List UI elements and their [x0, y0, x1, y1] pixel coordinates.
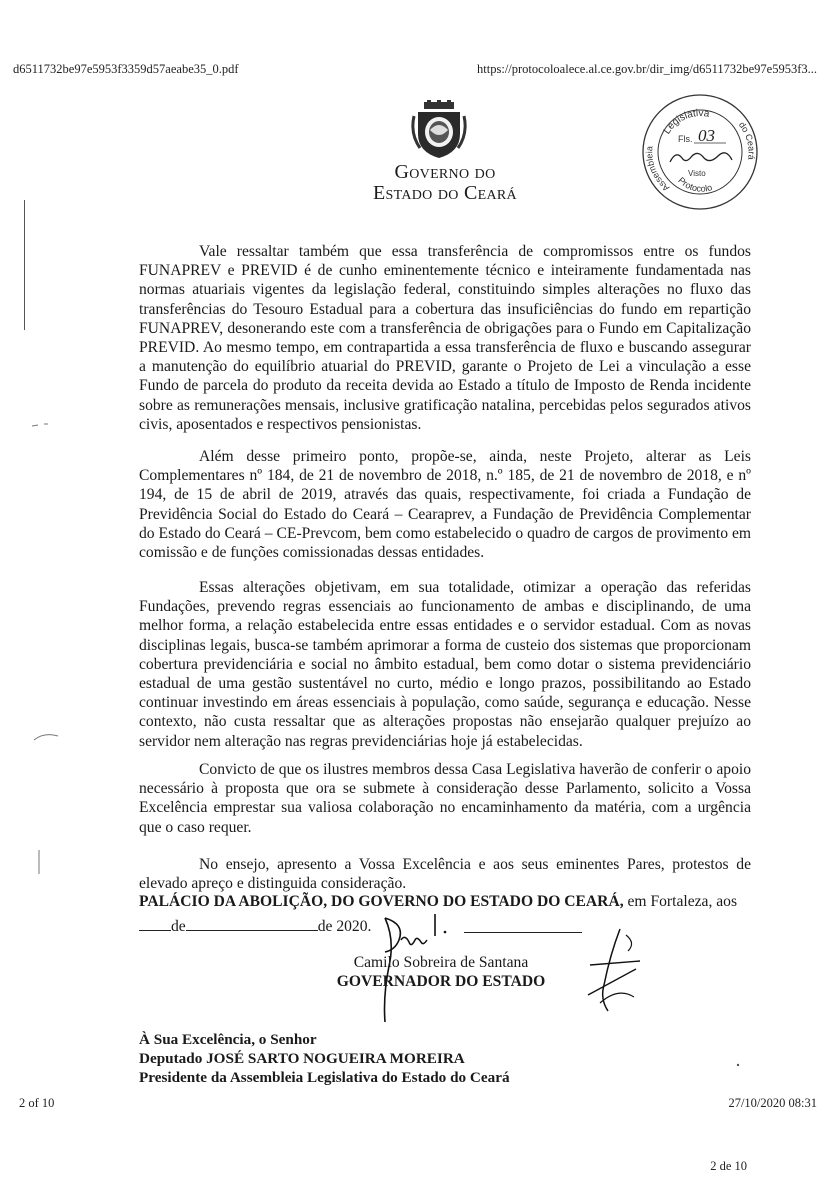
signer-name: Camilo Sobreira de Santana	[353, 954, 529, 971]
date-line	[139, 916, 371, 936]
paragraph-1: Vale ressaltar também que essa transferência de compromissos entre os fundos FUNAPREV e PREVID é de cunho eminentemente técnico e inteiramente fundamentada nas normas atuariais vigentes da legislação federal, constituindo simples alterações no fluxo das transferências do Tesouro Estadual para a cobertura das insuficiências do fundo em repartição FUNAPREV, desonerando este com a transferência de obrigações para o Fundo em Capitalização PREVID. Ao mesmo tempo, em contrapartida a essa transferência de fluxo e buscando assegurar a manutenção do equilíbrio atuarial do PREVID, garante o Projeto de Lei a vinculação a esse Fundo de parcela do produto da receita devida ao Estado a título de Imposto de Renda incidente sobre as remunerações mensais, inclusive gratificação natalina, percebidas pelos segurados ativos civis, aposentados e respectivos pensionistas.	[139, 243, 751, 433]
paragraph-3: Essas alterações objetivam, em sua totalidade, otimizar a operação das referidas Fundações, prevendo regras essenciais ao funcionamento de ambas e disciplinando, de uma melhor forma, a relação estabelecida entre essas entidades e o servidor estadual. Com as novas disciplinas legais, busca-se também aprimorar a forma de custeio dos sistemas que proporcionam cobertura previdenciária e social no âmbito estadual, bem como dotar o sistema previdenciário estadual de uma gestão sustentável no curto, médio e longo prazos, possibilitando ao Estado continuar investindo em áreas essenciais à população, como saúde, segurança e educação. Nesse contexto, não custa ressaltar que as alterações propostas não ensejarão qualquer prejuízo ao servidor nem alteração nas regras previdenciárias hoje já estabelecidas.	[139, 579, 751, 750]
page-number: 2 de 10	[710, 1159, 747, 1173]
print-filename: d6511732be97e5953f3359d57aeabe35_0.pdf	[13, 62, 239, 76]
paragraph-5: No ensejo, apresento a Vossa Excelência e aos seus eminentes Pares, protestos de elevado apreço e distinguida consideração.	[139, 856, 751, 893]
stamp-visto-label: Visto	[688, 169, 706, 178]
paragraph-2: Além desse primeiro ponto, propõe-se, ainda, neste Projeto, alterar as Leis Complementares nº 184, de 21 de novembro de 2018, n.º 185, de 21 de novembro de 2018, e nº 194, de 15 de abril de 2019, através das quais, respectivamente, foi criada a Fundação de Previdência Social do Estado do Ceará – Cearaprev, a Fundação de Previdência Complementar do Estado do Ceará – CE-Prevcom, bem como estabelecido o quadro de cargos de provimento em comissão e de funções comissionadas dessas entidades.	[139, 448, 751, 562]
paragraph-4: Convicto de que os ilustres membros dessa Casa Legislativa haverão de conferir o apoio necessário à proposta que ora se submete à consideração desse Parlamento, solicito a Vossa Excelência emprestar sua valiosa colaboração no encaminhamento da matéria, com a urgência que o caso requer.	[139, 761, 751, 836]
scan-margin-mark	[24, 200, 25, 330]
scan-speck	[37, 850, 41, 874]
stamp-ring-right: do Ceará	[736, 119, 757, 161]
print-datetime: 27/10/2020 08:31	[728, 1096, 817, 1110]
day-blank	[139, 916, 171, 931]
print-url: https://protocoloalece.al.ce.gov.br/dir_img/d6511732be97e5953f3...	[477, 62, 817, 76]
print-page-count: 2 of 10	[19, 1096, 55, 1110]
closing-place-line	[139, 893, 759, 911]
protocol-stamp	[640, 92, 760, 212]
state-coat-of-arms	[410, 100, 468, 160]
stamp-ring-top: Legislativa	[661, 107, 711, 137]
stamp-fls-number: 03	[698, 126, 715, 145]
signer-title: GOVERNADOR DO ESTADO	[336, 973, 546, 990]
initials-mark	[570, 925, 650, 1015]
palace-location: em Fortaleza, aos	[623, 893, 738, 910]
palace-name: PALÁCIO DA ABOLIÇÃO, DO GOVERNO DO ESTADO DO CEARÁ,	[139, 893, 624, 910]
letterhead-title	[350, 162, 540, 204]
month-blank	[186, 916, 318, 931]
letterhead-line2: Estado do Ceará	[373, 182, 517, 204]
addressee-salutation: À Sua Excelência, o Senhor	[139, 1031, 317, 1048]
letterhead-line1: Governo do	[394, 161, 496, 183]
scan-speck	[735, 1062, 741, 1068]
scan-speck	[32, 730, 62, 744]
stamp-signature-scribble	[670, 153, 732, 162]
scan-speck	[30, 420, 60, 430]
date-year: de 2020.	[317, 918, 372, 935]
stamp-fls-label: Fls.	[678, 134, 693, 144]
date-de: de	[171, 918, 186, 935]
addressee-name: Deputado JOSÉ SARTO NOGUEIRA MOREIRA	[139, 1050, 465, 1067]
signature-line	[464, 932, 582, 933]
addressee-position: Presidente da Assembleia Legislativa do Estado do Ceará	[139, 1069, 510, 1086]
stamp-ring-bottom: Protocolo	[676, 175, 714, 194]
stamp-ring-left: Assembleia	[644, 145, 672, 194]
